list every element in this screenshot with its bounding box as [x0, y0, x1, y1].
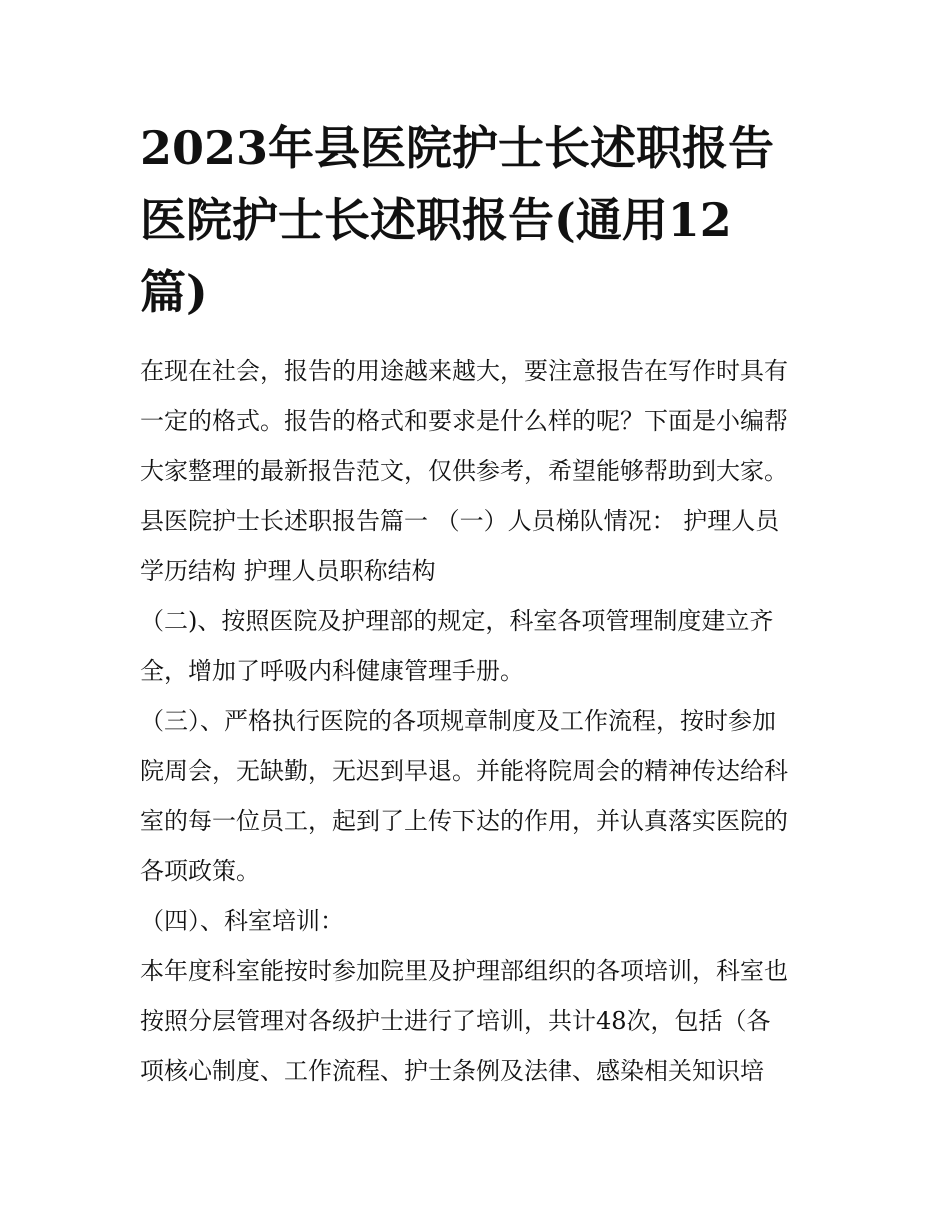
text-line: 大家整理的最新报告范文，仅供参考，希望能够帮助到大家。 — [140, 457, 788, 485]
intro-paragraph — [140, 346, 820, 496]
text-line: 在现在社会，报告的用途越来越大，要注意报告在写作时具有 — [140, 357, 788, 385]
title-line-3: 篇) — [140, 265, 208, 319]
training-paragraph — [140, 946, 820, 1096]
section-three-paragraph — [140, 696, 820, 896]
text-line: 一定的格式。报告的格式和要求是什么样的呢？下面是小编帮 — [140, 407, 788, 435]
text-line: 本年度科室能按时参加院里及护理部组织的各项培训，科室也 — [140, 957, 788, 985]
text-line: 项核心制度、工作流程、护士条例及法律、感染相关知识培 — [140, 1057, 764, 1085]
title-line-2: 医院护士长述职报告(通用12 — [140, 193, 732, 247]
text-line: 室的每一位员工，起到了上传下达的作用，并认真落实医院的 — [140, 807, 788, 835]
section-one-paragraph — [140, 496, 820, 596]
section-two-paragraph — [140, 596, 820, 696]
text-line: （三）、严格执行医院的各项规章制度及工作流程，按时参加 — [140, 707, 776, 735]
text-line: 院周会，无缺勤，无迟到早退。并能将院周会的精神传达给科 — [140, 757, 788, 785]
document-title — [140, 112, 820, 328]
text-line: （二)、按照医院及护理部的规定，科室各项管理制度建立齐 — [140, 607, 774, 635]
text-line: （四）、科室培训： — [140, 907, 344, 935]
section-four-heading — [140, 896, 820, 946]
title-line-1: 2023年县医院护士长述职报告 — [140, 121, 775, 175]
text-line: 各项政策。 — [140, 857, 260, 885]
document-page — [140, 112, 820, 1096]
text-line: 学历结构 护理人员职称结构 — [140, 557, 436, 585]
text-line: 全，增加了呼吸内科健康管理手册。 — [140, 657, 524, 685]
text-line: 县医院护士长述职报告篇一 （一）人员梯队情况： 护理人员 — [140, 507, 780, 535]
text-line: 按照分层管理对各级护士进行了培训，共计48次，包括（各 — [140, 1007, 771, 1035]
